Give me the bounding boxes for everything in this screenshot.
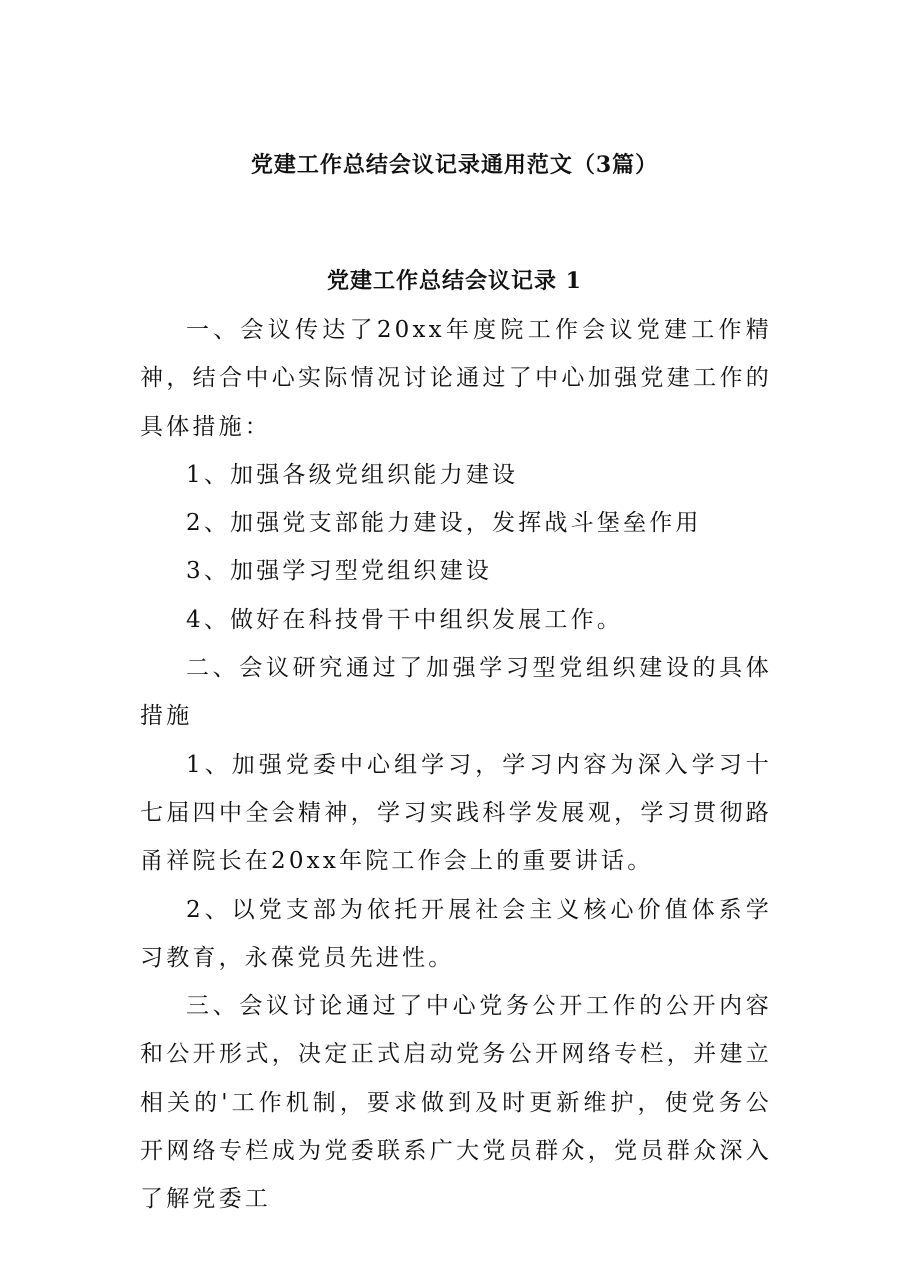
document-title: 党建工作总结会议记录通用范文（3篇） xyxy=(250,152,659,178)
list-item-2: 2、加强党支部能力建设，发挥战斗堡垒作用 xyxy=(186,510,702,537)
list-item-3: 3、加强学习型党组织建设 xyxy=(186,558,493,585)
paragraph-3: 1、加强党委中心组学习，学习内容为深入学习十七届四中全会精神，学习实践科学发展观，学习贯彻路甬祥院长在20xx年院工作会上的重要讲话。 xyxy=(140,751,772,875)
document-body xyxy=(140,306,772,1224)
list-item-1: 1、加强各级党组织能力建设 xyxy=(186,461,519,488)
paragraph-2: 二、会议研究通过了加强学习型党组织建设的具体措施 xyxy=(140,655,772,730)
paragraph-5: 三、会议讨论通过了中心党务公开工作的公开内容和公开形式，决定正式启动党务公开网络专栏，并建立相关的'工作机制，要求做到及时更新维护，使党务公开网络专栏成为党委联系广大党员群众，党员群众深入了解党委工 xyxy=(140,993,772,1213)
paragraph-4: 2、以党支部为依托开展社会主义核心价值体系学习教育，永葆党员先进性。 xyxy=(140,896,772,971)
list-item-4: 4、做好在科技骨干中组织发展工作。 xyxy=(186,606,624,633)
paragraph-1: 一、会议传达了20xx年度院工作会议党建工作精神，结合中心实际情况讨论通过了中心加强党建工作的具体措施： xyxy=(140,317,772,440)
section-title: 党建工作总结会议记录 1 xyxy=(327,268,582,294)
